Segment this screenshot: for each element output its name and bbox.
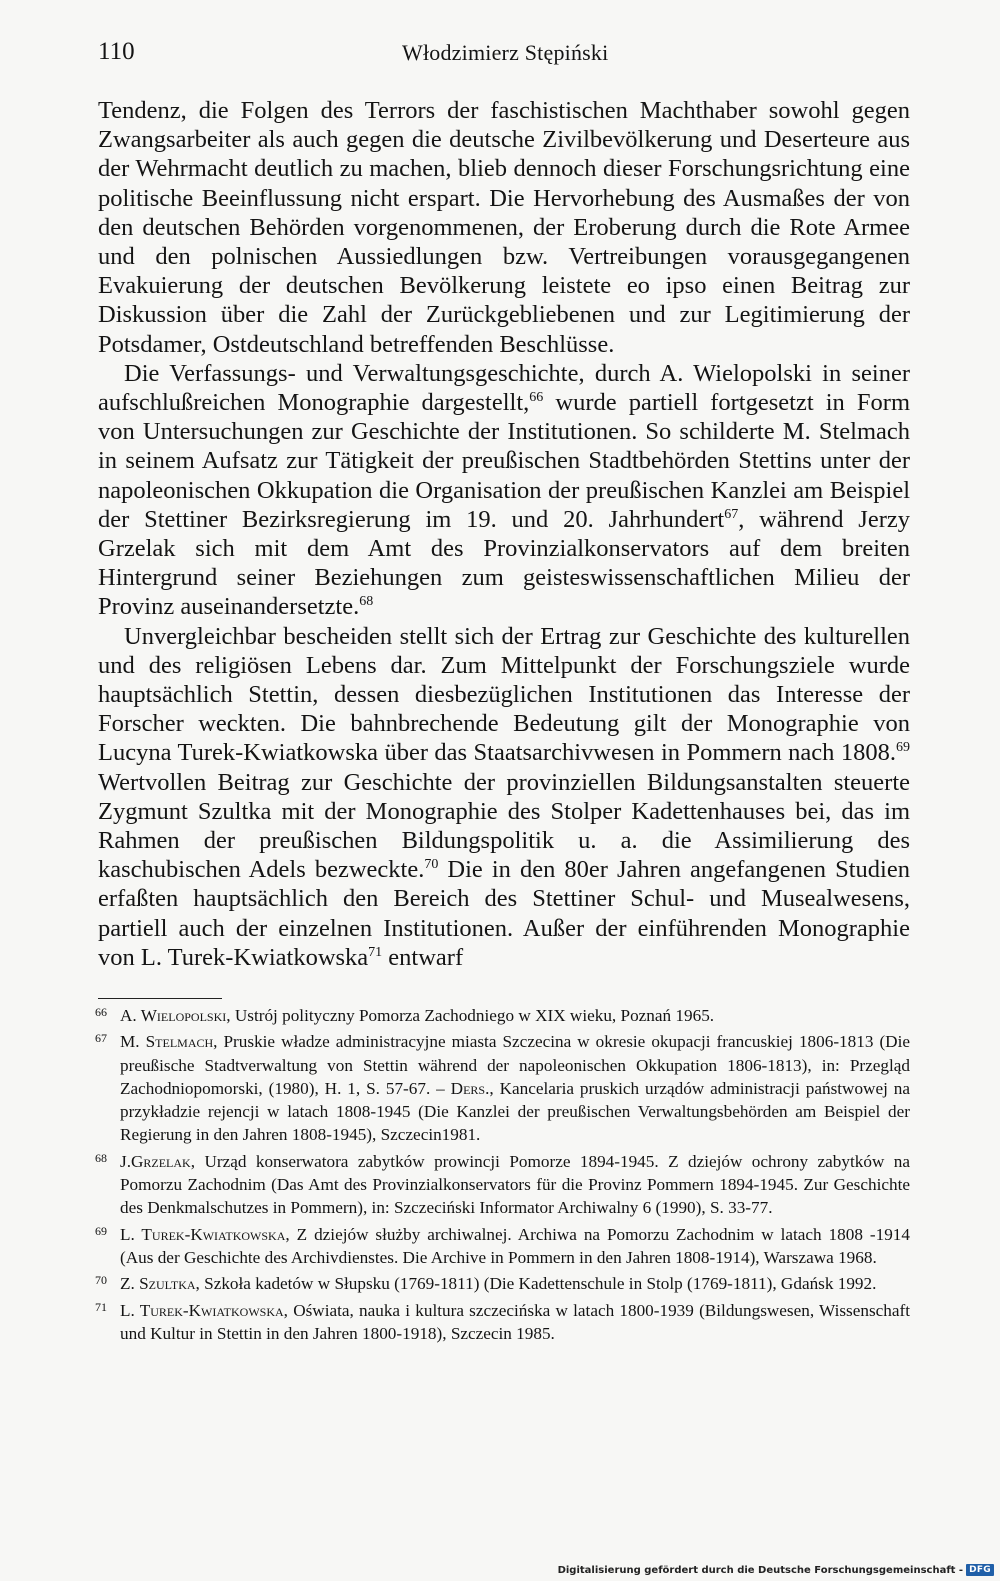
footnote-text: , Z dziejów służby archiwalnej. Archiwa na Pomorzu Zachodnim w latach 1808 -1914 (Aus der Geschichte des Archivdienstes. Die Archive in Pommern in den Jahren 1808-1914), Warszawa 1968. <box>120 1224 910 1267</box>
footnote-number: 71 <box>95 1299 107 1314</box>
page-number: 110 <box>98 38 135 65</box>
footnote-text: , Szkoła kadetów w Słupsku (1769-1811) (Die Kadettenschule in Stolp (1769-1811), Gdańsk 1992. <box>195 1274 877 1294</box>
footnote-number: 67 <box>95 1031 107 1046</box>
footnote-author: L. Turek-Kwiatkowska <box>120 1300 284 1320</box>
paragraph-3-text-a: Unvergleichbar bescheiden stellt sich der Ertrag zur Geschichte des kulturellen und des religiösen Lebens dar. Zum Mittelpunkt der Forschungsziele wurde hauptsächlich Stettin, dessen diesbezüglichen Institutionen das Interesse der Forscher weckten. Die bahnbrechende Bedeutung gilt der Monographie von Lucyna Turek-Kwiatkowska über das Staatsarchivwesen in Pommern nach 1808. <box>98 622 910 767</box>
footnote-67 <box>95 1030 910 1146</box>
paragraph-2-text-b: wurde partiell fortgesetzt in Form von Untersuchungen zur Geschichte der Institutionen. So schilderte M. Stelmach in seinem Aufsatz zur Tätigkeit der preußischen Stadtbehörden Stettins unter der napoleonischen Okkupation die Organisation der preußischen Kanzlei am Beispiel der Stettiner Bezirksregierung im 19. und 20. Jahrhundert <box>98 389 911 533</box>
dfg-logo-icon: DFG <box>966 1564 994 1576</box>
footnote-number: 70 <box>95 1273 107 1288</box>
paragraph-3-text-b: Wertvollen Beitrag zur Geschichte der provinziellen Bildungsanstalten steuerte Zygmunt Szultka mit der Monographie des Stolper Kadettenhauses bei, das im Rahmen der preußischen Bildungspolitik u. a. die Assimilierung des kaschubischen Adels bezweckte. <box>98 768 910 884</box>
footnote-text: , Pruskie władze administracyjne miasta Szczecina w okresie okupacji francuskiej 1806-1813 (Die preußische Stadtverwaltung von Stettin während der napoleonischen Okkupation 1806-1813), in: Przegląd Zachodniopomorski, (1980), H. 1, S. 57-67. – <box>120 1032 910 1098</box>
footnote-ref-68[interactable]: 68 <box>359 594 374 610</box>
paragraph-3-text-c: Die in den 80er Jahren angefangenen Studien erfaßten hauptsächlich den Bereich des Stettiner Schul- und Musealwesens, partiell auch der einzelnen Institutionen. Außer der einführenden Monographie von L. Turek-Kwiatkowska <box>98 856 910 971</box>
footnote-ref-69[interactable]: 69 <box>896 740 910 756</box>
running-head: Włodzimierz Stępiński <box>402 40 609 65</box>
footnote-ref-70[interactable]: 70 <box>424 857 439 873</box>
body-text <box>98 96 910 972</box>
paragraph-1 <box>98 96 910 359</box>
paragraph-2-text-a: Die Verfassungs- und Verwaltungsgeschichte, durch A. Wielopolski in seiner aufschlußreichen Monographie dargestellt, <box>98 359 910 417</box>
footnote-number: 66 <box>95 1005 107 1019</box>
footnote-author: J.Grzelak <box>120 1151 191 1171</box>
footnote-ref-67[interactable]: 67 <box>724 506 739 522</box>
credit-text: Digitalisierung gefördert durch die Deutsche Forschungsgemeinschaft - <box>557 1564 964 1576</box>
page-header <box>98 38 910 72</box>
footnotes <box>95 1004 910 1348</box>
footnote-ref-71[interactable]: 71 <box>368 944 383 960</box>
footnote-70 <box>95 1272 910 1295</box>
digitization-credit <box>558 1562 994 1578</box>
footnote-author: L. Turek-Kwiatkowska <box>120 1224 286 1244</box>
footnote-author: A. Wielopolski <box>120 1006 227 1025</box>
paragraph-2-text-c: , während Jerzy Grzelak sich mit dem Amt des Provinzialkonservators auf dem breiten Hintergrund seiner Beziehungen zum geisteswissenschaftlichen Milieu der Provinz auseinandersetzte. <box>98 505 910 621</box>
paragraph-2 <box>98 359 910 622</box>
paragraph-1-text: Tendenz, die Folgen des Terrors der faschistischen Machthaber sowohl gegen Zwangsarbeiter als auch gegen die deutsche Zivilbevölkerung und Deserteure aus der Wehrmacht deutlich zu machen, blieb dennoch dieser Forschungsrichtung eine politische Beeinflussung nicht erspart. Die Hervorhebung des Ausmaßes der von den deutschen Behörden vorgenommenen, der Eroberung durch die Rote Armee und den polnischen Aussiedlungen bzw. Vertreibungen vorausgegangenen Evakuierung der deutschen Bevölkerung leistete eo ipso einen Beitrag zur Diskussion über die Zahl der Zurückgebliebenen und zur Legitimierung der Potsdamer, Ostdeutschland betreffenden Beschlüsse. <box>98 97 910 358</box>
footnote-author: Z. Szultka <box>120 1274 196 1294</box>
footnote-text: , Ustrój polityczny Pomorza Zachodniego w XIX wieku, Poznań 1965. <box>226 1006 715 1025</box>
footnote-divider <box>98 998 222 999</box>
paragraph-3-text-d: entwarf <box>382 943 464 971</box>
footnote-66 <box>95 1004 910 1027</box>
footnote-text: , Urząd konserwatora zabytków prowincji Pomorze 1894-1945. Z dziejów ochrony zabytków na Pomorzu Zachodnim (Das Amt des Provinzialkonservators für die Provinz Pommern 1894-1945. Zur Geschichte des Denkmalschutzes in Pommern), in: Szczeciński Informator Archiwalny 6 (1990), S. 33-77. <box>120 1151 910 1218</box>
footnote-69 <box>95 1223 910 1270</box>
footnote-71 <box>95 1299 910 1346</box>
footnote-68 <box>95 1150 910 1220</box>
paragraph-3 <box>98 622 910 972</box>
footnote-number: 68 <box>95 1150 107 1165</box>
footnote-text-2: , Kancelaria pruskich urządów administracji państwowej na przykładzie rejencji w latach 1808-1945 (Die Kanzlei der preußischen Verwaltungsbehörden am Beispiel der Regierung in den Jahren 1808-1945), Szczecin1981. <box>120 1078 910 1145</box>
footnote-number: 69 <box>95 1223 107 1238</box>
footnote-author: M. Stelmach <box>120 1032 214 1052</box>
footnote-text: , Oświata, nauka i kultura szczecińska w latach 1800-1939 (Bildungswesen, Wissenschaft und Kultur in Stettin in den Jahren 1800-1918), Szczecin 1985. <box>120 1300 910 1343</box>
footnote-ref-66[interactable]: 66 <box>529 390 544 406</box>
footnote-author-2: Ders. <box>450 1078 490 1098</box>
